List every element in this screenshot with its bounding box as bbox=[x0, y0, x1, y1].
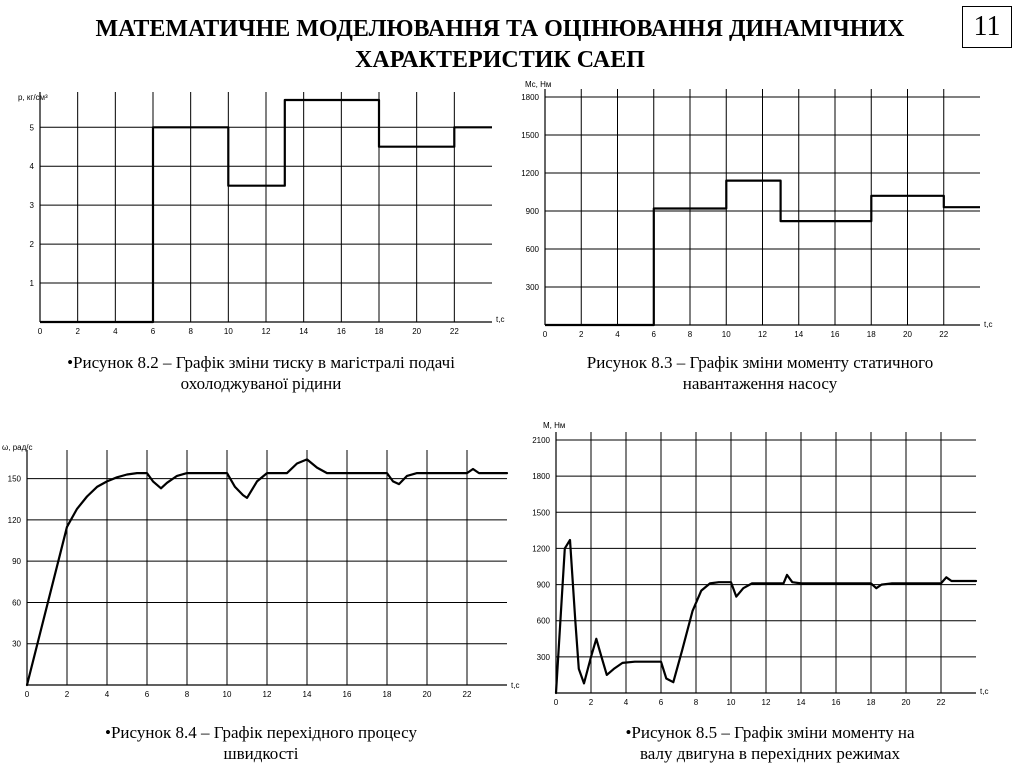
figure-caption-8-2 bbox=[16, 352, 506, 394]
x-tick-label: 20 bbox=[901, 698, 911, 707]
x-tick-label: 10 bbox=[222, 690, 232, 699]
x-tick-label: 20 bbox=[422, 690, 432, 699]
y-axis-label: ω, рад/с bbox=[2, 443, 33, 452]
caption-line: Рисунок 8.3 – Графік зміни моменту статичного bbox=[586, 353, 934, 372]
y-tick-label: 300 bbox=[525, 283, 539, 292]
x-tick-label: 14 bbox=[299, 327, 309, 336]
x-tick-label: 2 bbox=[579, 330, 584, 339]
y-tick-label: 300 bbox=[536, 652, 550, 662]
x-tick-label: 20 bbox=[903, 330, 912, 339]
x-tick-label: 2 bbox=[588, 698, 594, 707]
x-tick-label: 16 bbox=[830, 330, 840, 339]
x-tick-label: 22 bbox=[939, 330, 949, 339]
y-tick-label: 60 bbox=[12, 598, 21, 608]
y-tick-label: 2 bbox=[29, 240, 34, 250]
x-tick-label: 18 bbox=[866, 330, 876, 339]
x-tick-label: 22 bbox=[936, 698, 946, 707]
caption-line: охолоджуваної рідини bbox=[180, 374, 342, 393]
title-line: ХАРАКТЕРИСТИК САЕП bbox=[355, 47, 645, 73]
x-tick-label: 10 bbox=[223, 327, 233, 336]
y-tick-label: 1 bbox=[29, 279, 34, 289]
y-tick-label: 2100 bbox=[532, 436, 550, 445]
slide-number: 11 bbox=[962, 6, 1012, 48]
x-tick-label: 4 bbox=[615, 330, 620, 339]
x-tick-label: 6 bbox=[658, 698, 664, 707]
x-tick-label: 8 bbox=[184, 690, 190, 699]
x-tick-label: 12 bbox=[262, 690, 272, 699]
x-tick-label: 10 bbox=[726, 698, 736, 707]
x-axis-label: t,c bbox=[511, 681, 520, 690]
y-tick-label: 90 bbox=[12, 557, 21, 567]
caption-line: •Рисунок 8.5 – Графік зміни моменту на bbox=[625, 723, 915, 742]
x-tick-label: 6 bbox=[150, 327, 156, 336]
y-axis-label: Mс, Нм bbox=[525, 80, 552, 89]
x-tick-label: 16 bbox=[831, 698, 841, 707]
x-tick-label: 8 bbox=[687, 330, 693, 339]
x-tick-label: 2 bbox=[64, 690, 70, 699]
y-tick-label: 30 bbox=[12, 639, 21, 649]
x-tick-label: 12 bbox=[261, 327, 271, 336]
x-tick-label: 10 bbox=[721, 330, 731, 339]
x-tick-label: 6 bbox=[651, 330, 656, 339]
y-tick-label: 900 bbox=[536, 580, 550, 590]
y-tick-label: 4 bbox=[29, 162, 34, 172]
figure-caption-8-3 bbox=[515, 352, 1005, 394]
y-tick-label: 1500 bbox=[532, 508, 550, 518]
x-tick-label: 2 bbox=[75, 327, 80, 336]
x-tick-label: 0 bbox=[24, 690, 30, 699]
x-tick-label: 4 bbox=[623, 698, 629, 707]
x-tick-label: 14 bbox=[302, 690, 312, 699]
x-tick-label: 6 bbox=[144, 690, 150, 699]
y-tick-label: 1200 bbox=[521, 169, 539, 178]
x-tick-label: 4 bbox=[113, 327, 118, 336]
figure-caption-8-4 bbox=[16, 722, 506, 764]
y-tick-label: 1200 bbox=[532, 544, 550, 554]
y-tick-label: 1800 bbox=[532, 472, 550, 482]
y-tick-label: 600 bbox=[536, 616, 550, 626]
caption-line: •Рисунок 8.2 – Графік зміни тиску в магістралі подачі bbox=[67, 353, 455, 372]
caption-line: навантаження насосу bbox=[682, 374, 838, 393]
x-tick-label: 12 bbox=[761, 698, 771, 707]
title-line: МАТЕМАТИЧНЕ МОДЕЛЮВАННЯ ТА ОЦІНЮВАННЯ ДИНАМІЧНИХ bbox=[95, 16, 905, 42]
x-axis-label: t,c bbox=[496, 315, 505, 324]
y-tick-label: 150 bbox=[7, 474, 21, 484]
x-tick-label: 8 bbox=[188, 327, 193, 336]
y-axis-label: р, кг/см³ bbox=[18, 93, 48, 102]
y-tick-label: 120 bbox=[7, 515, 21, 525]
x-tick-label: 0 bbox=[542, 330, 548, 339]
x-tick-label: 14 bbox=[796, 698, 806, 707]
x-tick-label: 18 bbox=[382, 690, 392, 699]
y-tick-label: 600 bbox=[525, 245, 539, 254]
x-tick-label: 20 bbox=[412, 327, 422, 336]
x-tick-label: 0 bbox=[37, 327, 43, 336]
x-axis-label: t,c bbox=[980, 687, 989, 696]
caption-line: швидкості bbox=[223, 744, 299, 763]
caption-line: валу двигуна в перехідних режимах bbox=[639, 744, 900, 763]
x-tick-label: 22 bbox=[462, 690, 472, 699]
y-tick-label: 1500 bbox=[521, 131, 539, 140]
x-axis-label: t,c bbox=[984, 320, 993, 329]
y-tick-label: 1800 bbox=[521, 93, 539, 102]
figure-caption-8-5 bbox=[520, 722, 1020, 764]
x-tick-label: 4 bbox=[104, 690, 110, 699]
x-tick-label: 12 bbox=[758, 330, 767, 339]
x-tick-label: 16 bbox=[336, 327, 346, 336]
x-tick-label: 0 bbox=[553, 698, 559, 707]
x-tick-label: 14 bbox=[794, 330, 804, 339]
x-tick-label: 18 bbox=[374, 327, 384, 336]
caption-line: •Рисунок 8.4 – Графік перехідного процесу bbox=[105, 723, 417, 742]
y-tick-label: 5 bbox=[29, 123, 34, 133]
y-tick-label: 900 bbox=[525, 207, 539, 216]
y-tick-label: 3 bbox=[29, 201, 34, 211]
x-tick-label: 18 bbox=[866, 698, 876, 707]
x-tick-label: 16 bbox=[342, 690, 352, 699]
x-tick-label: 8 bbox=[693, 698, 699, 707]
x-tick-label: 22 bbox=[449, 327, 459, 336]
y-axis-label: M, Нм bbox=[543, 421, 566, 430]
